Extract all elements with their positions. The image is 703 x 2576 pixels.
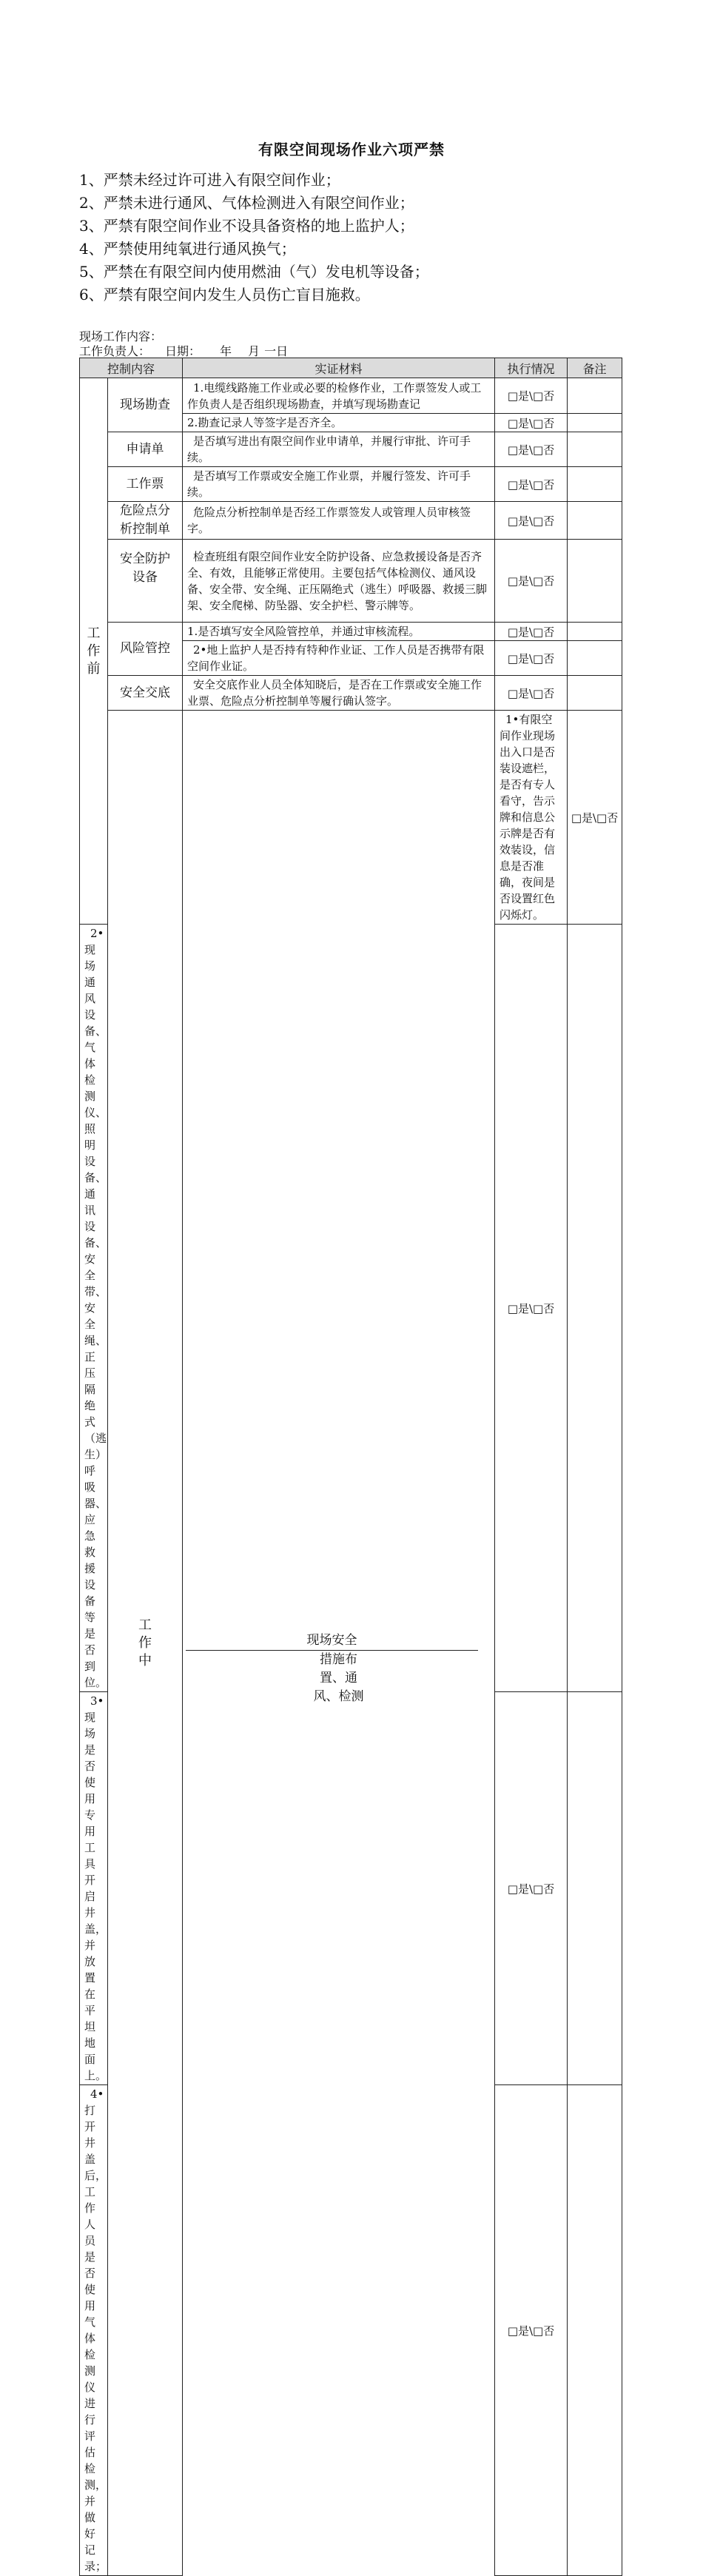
check-site-2[interactable]: □是\□否 <box>495 925 568 1692</box>
year-label: 年 <box>220 344 232 358</box>
note-cell[interactable] <box>568 467 622 502</box>
table-row <box>80 378 622 414</box>
evidence-survey-1: 1.电缆线路施工作业或必要的检修作业，工作票签发人或工作负责人是否组织现场勘查，并填写现场勘查记 <box>183 378 495 414</box>
table-row <box>80 711 622 925</box>
evidence-ticket: 是否填写工作票或安全施工作业票，并履行签发、许可手续。 <box>183 467 495 502</box>
note-cell[interactable] <box>568 378 622 414</box>
item-safety-equipment: 安全防护 设备 <box>108 540 183 623</box>
evidence-application: 是否填写进出有限空间作业申请单，并履行审批、许可手续。 <box>183 432 495 467</box>
item-risk-control: 风险管控 <box>108 623 183 676</box>
check-site-4[interactable]: □是\□否 <box>495 2085 568 2576</box>
note-cell[interactable] <box>568 414 622 432</box>
note-cell[interactable] <box>568 2085 622 2576</box>
prohibition-item: 3、严禁有限空间作业不设具备资格的地上监护人； <box>79 217 414 235</box>
check-survey-2[interactable]: □是\□否 <box>495 414 568 432</box>
note-cell[interactable] <box>568 925 622 1692</box>
table-row <box>80 676 622 711</box>
note-cell[interactable] <box>568 641 622 676</box>
evidence-site-1: 1•有限空间作业现场出入口是否装设遮栏，是否有专人看守，告示牌和信息公示牌是否有效装设，信息是否准确，夜间是否设置红色闪烁灯。 <box>495 711 568 925</box>
table-row <box>80 623 622 641</box>
phase-during: 工 作 中 <box>108 711 183 2576</box>
header-execution: 执行情况 <box>495 358 568 378</box>
evidence-briefing: 安全交底作业人员全体知晓后，是否在工作票或安全施工作业票、危险点分析控制单等履行确认签字。 <box>183 676 495 711</box>
item-risk-point: 危险点分 析控制单 <box>108 502 183 540</box>
check-ticket[interactable]: □是\□否 <box>495 467 568 502</box>
check-site-1[interactable]: □是\□否 <box>568 711 622 925</box>
phase-before: 工 作 前 <box>80 378 108 925</box>
item-briefing: 安全交底 <box>108 676 183 711</box>
prohibition-item: 2、严禁未进行通风、气体检测进入有限空间作业； <box>79 194 414 212</box>
table-header-row <box>80 358 622 378</box>
note-cell[interactable] <box>568 623 622 641</box>
table-row <box>80 502 622 540</box>
item-ticket: 工作票 <box>108 467 183 502</box>
date-label: 日期： <box>165 344 201 358</box>
prohibition-item: 1、严禁未经过许可进入有限空间作业； <box>79 171 340 189</box>
evidence-survey-2: 2.勘查记录人等签字是否齐全。 <box>183 414 495 432</box>
table-row <box>80 432 622 467</box>
prohibition-item: 6、严禁有限空间内发生人员伤亡盲目施救。 <box>79 286 370 303</box>
note-cell[interactable] <box>568 432 622 467</box>
check-site-3[interactable]: □是\□否 <box>495 1692 568 2085</box>
evidence-risk-control-2: 2•地上监护人是否持有特种作业证、工作人员是否携带有限空间作业证。 <box>183 641 495 676</box>
evidence-risk-control-1: 1.是否填写安全风险管控单，并通过审核流程。 <box>183 623 495 641</box>
note-cell[interactable] <box>568 676 622 711</box>
check-risk-point[interactable]: □是\□否 <box>495 502 568 540</box>
note-cell[interactable] <box>568 502 622 540</box>
table-row <box>80 467 622 502</box>
work-content-label: 现场工作内容： <box>79 329 163 343</box>
check-risk-control-1[interactable]: □是\□否 <box>495 623 568 641</box>
prohibition-item: 5、严禁在有限空间内使用燃油（气）发电机等设备； <box>79 263 429 281</box>
check-application[interactable]: □是\□否 <box>495 432 568 467</box>
check-risk-control-2[interactable]: □是\□否 <box>495 641 568 676</box>
header-evidence: 实证材料 <box>183 358 495 378</box>
evidence-site-2: 2•现场通风设备、气体检测仪、照明设备、通讯设备、安全带、安全绳、正压隔绝式（逃生）呼吸器、应急救援设备等是否到位。 <box>80 925 108 1692</box>
check-survey-1[interactable]: □是\□否 <box>495 378 568 414</box>
item-application: 申请单 <box>108 432 183 467</box>
note-cell[interactable] <box>568 1692 622 2085</box>
check-briefing[interactable]: □是\□否 <box>495 676 568 711</box>
evidence-safety-equipment: 检查班组有限空间作业安全防护设备、应急救援设备是否齐全、有效，且能够正常使用。主要包括气体检测仪、通风设备、安全带、安全绳、正压隔绝式（逃生）呼吸器、救援三脚架、安全爬梯、防坠器、安全护栏、警示牌等。 <box>183 540 495 623</box>
evidence-site-3: 3•现场是否使用专用工具开启井盖，并放置在平坦地面上。 <box>80 1692 108 2085</box>
item-survey: 现场勘查 <box>108 378 183 432</box>
evidence-site-4: 4•打开井盖后，工作人员是否使用气体检测仪进行评估检测，并做好记录； <box>80 2085 108 2576</box>
table-row <box>80 540 622 623</box>
check-safety-equipment[interactable]: □是\□否 <box>495 540 568 623</box>
header-control: 控制内容 <box>80 358 183 378</box>
owner-label: 工作负责人： <box>79 344 151 358</box>
item-site-safety: 现场安全 措施布 置、通 风、检测 <box>183 711 495 2576</box>
day-label: 一日 <box>264 344 289 358</box>
prohibition-item: 4、严禁使用纯氧进行通风换气； <box>79 240 296 258</box>
note-cell[interactable] <box>568 540 622 623</box>
month-label: 月 <box>248 344 260 358</box>
document-title: 有限空间现场作业六项严禁 <box>258 141 445 158</box>
item-site-safety-label: 现场安全 <box>186 1631 478 1651</box>
checklist-table <box>79 358 622 2576</box>
header-note: 备注 <box>568 358 622 378</box>
evidence-risk-point: 危险点分析控制单是否经工作票签发人或管理人员审核签字。 <box>183 502 495 540</box>
prohibition-list <box>79 169 429 306</box>
